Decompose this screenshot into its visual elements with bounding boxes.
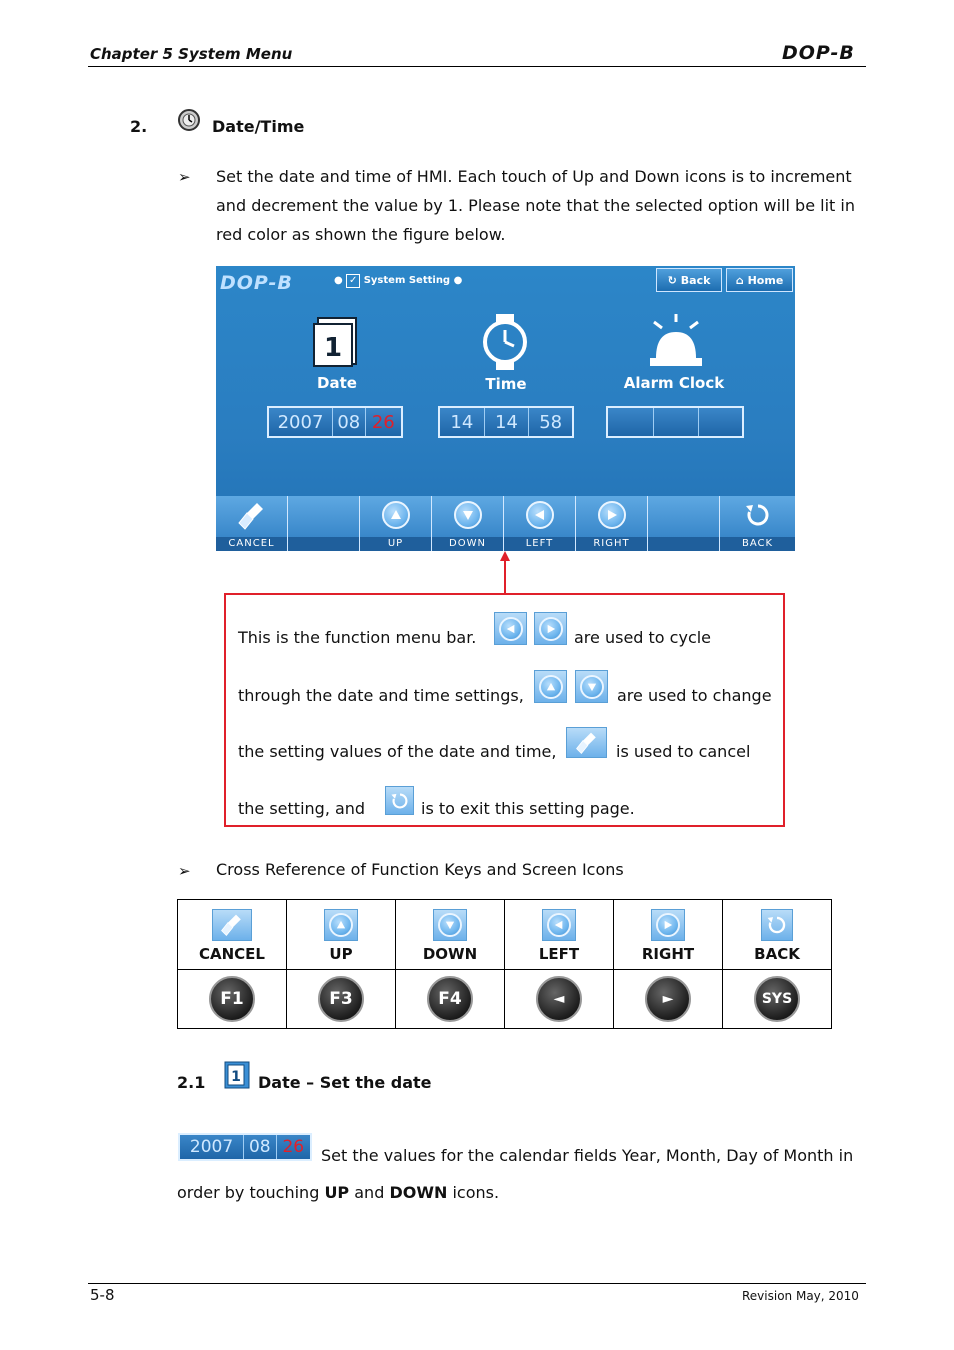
callout-line: are used to cycle [574, 628, 712, 647]
function-menu-bar [216, 496, 795, 551]
home-button[interactable] [726, 268, 793, 292]
arrow-right-icon [651, 909, 685, 941]
time-field[interactable] [438, 406, 574, 438]
watch-icon [480, 314, 530, 374]
month-cell[interactable]: 08 [333, 408, 366, 436]
arrow-left-icon [542, 909, 576, 941]
table-cell [287, 970, 396, 1029]
day-cell-selected: 26 [277, 1135, 310, 1159]
broom-icon [566, 727, 607, 758]
day-cell-selected[interactable]: 26 [366, 408, 401, 436]
left-key-label: LEFT [504, 537, 575, 551]
arrow-up-icon [324, 909, 358, 941]
system-setting-label: ● ✓ System Setting ● [334, 275, 463, 286]
back-button-label: Back [680, 273, 711, 287]
table-label: CANCEL [199, 945, 265, 963]
broom-icon [237, 501, 267, 535]
back-key-label: BACK [720, 537, 795, 551]
table-cell [614, 900, 723, 970]
table-cell [723, 900, 832, 970]
right-hw-key: ► [645, 976, 691, 1022]
hmi-logo: DOP-B [220, 272, 293, 294]
year-cell: 2007 [180, 1135, 244, 1159]
section-number: 2. [130, 117, 148, 136]
alarm-hour-cell[interactable] [608, 408, 654, 436]
year-cell[interactable]: 2007 [269, 408, 333, 436]
f1-key: F1 [209, 976, 255, 1022]
up-keyword: UP [324, 1183, 350, 1202]
table-cell [396, 970, 505, 1029]
back-button[interactable] [656, 268, 722, 292]
subsection-text: Set the values for the calendar fields Year, Month, Day of Month in [321, 1146, 854, 1165]
up-key[interactable] [360, 496, 432, 551]
date-field [178, 1133, 312, 1161]
table-cell [396, 900, 505, 970]
date-field[interactable] [267, 406, 403, 438]
text-fragment: order by touching [177, 1183, 320, 1202]
bullet-arrow: ➢ [178, 862, 191, 880]
down-key-label: DOWN [432, 537, 503, 551]
revision-date: Revision May, 2010 [742, 1289, 859, 1303]
alarm-minute-cell[interactable] [654, 408, 700, 436]
f4-key: F4 [427, 976, 473, 1022]
callout-line: is to exit this setting page. [421, 799, 635, 818]
table-cell [178, 970, 287, 1029]
second-cell[interactable]: 58 [529, 408, 572, 436]
month-cell: 08 [244, 1135, 277, 1159]
cancel-key-label: CANCEL [216, 537, 287, 551]
bullet-arrow: ➢ [178, 168, 191, 186]
table-label: BACK [754, 945, 800, 963]
footer-divider [88, 1283, 866, 1284]
table-cell [178, 900, 287, 970]
table-cell [505, 900, 614, 970]
cross-ref-table [177, 899, 832, 1029]
clock-icon [177, 108, 201, 136]
intro-line: red color as shown the figure below. [216, 225, 506, 244]
back-icon [761, 909, 793, 941]
intro-paragraph [216, 162, 866, 249]
table-label: LEFT [538, 945, 580, 963]
down-keyword: DOWN [389, 1183, 448, 1202]
bell-icon [646, 314, 706, 374]
home-icon: ⌂ [735, 273, 744, 287]
alarm-field[interactable] [606, 406, 744, 438]
subsection-number: 2.1 [177, 1073, 206, 1092]
section-title: Date/Time [212, 117, 305, 136]
home-button-label: Home [747, 273, 784, 287]
subsection-title: Date – Set the date [258, 1073, 432, 1092]
arrow-up-icon [534, 670, 567, 703]
arrow-down-icon [454, 501, 482, 529]
hour-cell[interactable]: 14 [440, 408, 485, 436]
time-label: Time [485, 375, 527, 393]
intro-line: Set the date and time of HMI. Each touch of Up and Down icons is to increment [216, 167, 852, 186]
callout-line: the setting values of the date and time, [238, 742, 557, 761]
callout-line: This is the function menu bar. [238, 628, 477, 647]
table-cell [505, 970, 614, 1029]
sys-key: SYS [754, 976, 800, 1022]
back-icon: ↻ [667, 273, 677, 287]
table-cell [287, 900, 396, 970]
minute-cell[interactable]: 14 [485, 408, 530, 436]
back-icon [385, 786, 414, 815]
arrow-down-icon [575, 670, 608, 703]
calendar-icon [223, 1061, 251, 1095]
table-label: RIGHT [641, 945, 695, 963]
right-key-label: RIGHT [576, 537, 647, 551]
arrow-right-icon [598, 501, 626, 529]
callout-line: the setting, and [238, 799, 366, 818]
right-key[interactable] [576, 496, 648, 551]
left-key[interactable] [504, 496, 576, 551]
blank-key-label [288, 537, 359, 551]
intro-line: and decrement the value by 1. Please note that the selected option will be lit in [216, 196, 855, 215]
callout-line: is used to cancel [616, 742, 751, 761]
back-icon [744, 501, 772, 533]
callout-line: are used to change [617, 686, 772, 705]
alarm-second-cell[interactable] [699, 408, 742, 436]
text-fragment: icons. [452, 1183, 500, 1202]
table-cell [723, 970, 832, 1029]
up-key-label: UP [360, 537, 431, 551]
arrow-right-icon [534, 612, 567, 645]
broom-icon [212, 909, 252, 941]
table-label: DOWN [422, 945, 478, 963]
subsection-text [177, 1183, 499, 1202]
back-key[interactable] [720, 496, 795, 551]
f3-key: F3 [318, 976, 364, 1022]
left-hw-key: ◄ [536, 976, 582, 1022]
system-setting-text: System Setting [363, 275, 451, 286]
callout-line: through the date and time settings, [238, 686, 524, 705]
text-fragment: and [354, 1183, 385, 1202]
date-label: Date [317, 374, 357, 392]
arrow-down-icon [433, 909, 467, 941]
checkbox-icon: ✓ [346, 274, 360, 288]
chapter-title: Chapter 5 System Menu [90, 45, 293, 63]
page-number: 5-8 [90, 1286, 115, 1304]
blank-key-label [648, 537, 719, 551]
arrow-up-icon [382, 501, 410, 529]
arrow-left-icon [526, 501, 554, 529]
hmi-screen [216, 266, 795, 551]
svg-text:1: 1 [323, 333, 343, 363]
blank-key[interactable] [288, 496, 360, 551]
brand-logo: DOP-B [782, 42, 855, 64]
svg-text:1: 1 [231, 1069, 241, 1085]
cancel-key[interactable] [216, 496, 288, 551]
alarm-clock-label: Alarm Clock [623, 374, 725, 392]
callout-arrow [498, 551, 512, 599]
arrow-left-icon [494, 612, 527, 645]
calendar-icon [312, 314, 362, 372]
blank-key[interactable] [648, 496, 720, 551]
table-label: UP [329, 945, 353, 963]
table-cell [614, 970, 723, 1029]
cross-ref-heading: Cross Reference of Function Keys and Screen Icons [216, 860, 624, 879]
header-divider [88, 66, 866, 67]
down-key[interactable] [432, 496, 504, 551]
